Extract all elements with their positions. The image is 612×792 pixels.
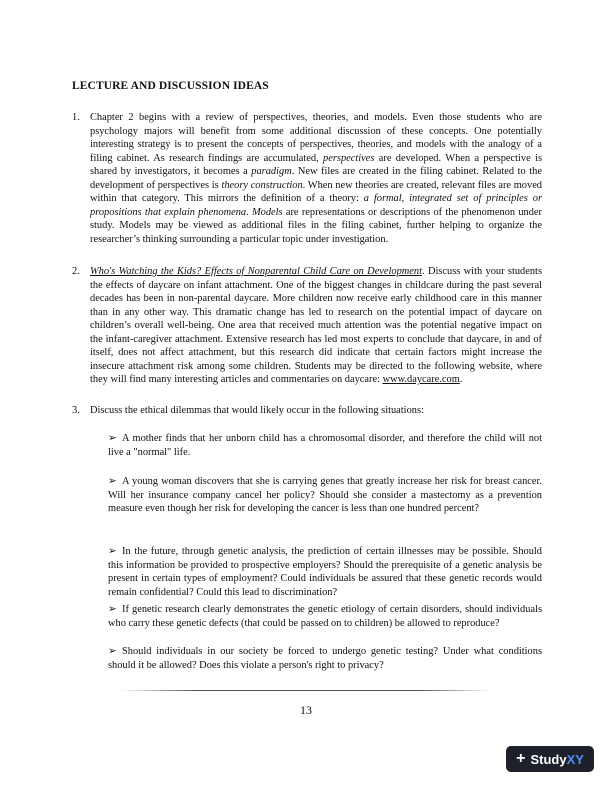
dilemma-bullet (108, 475, 542, 516)
discussion-item-1 (72, 111, 542, 246)
term-theory-construction: theory construction (221, 179, 303, 191)
studyxy-badge[interactable] (506, 746, 594, 772)
discussion-item-3 (72, 404, 542, 418)
item-body (90, 265, 542, 387)
footer-divider (120, 690, 492, 691)
dilemma-text: If genetic research clearly demonstrates the genetic etiology of certain disorders, should individuals who carry these genetic defects (that could be passed on to children) be allowed to reproduce? (108, 604, 542, 629)
dilemma-text: A mother finds that her unborn child has a chromosomal disorder, and therefore the child will not live a "normal" life. (108, 433, 542, 458)
dilemma-bullet (108, 545, 542, 599)
dilemma-bullet (108, 645, 542, 672)
item-text: . New files are created in the filing cabinet. Related to the development of perspectives is (90, 166, 542, 191)
item-text: are developed. When a perspective is shared by investigators, it becomes a (90, 152, 543, 177)
item-text: . When new theories are created, relevant files are moved within that category. This mirrors the definition of a theory: (90, 179, 543, 204)
plus-icon: + (516, 750, 526, 767)
item-number: 1. (72, 112, 80, 123)
item-body (90, 111, 542, 246)
item-text: . (246, 206, 252, 218)
section-heading: LECTURE AND DISCUSSION IDEAS (72, 80, 269, 92)
item-text: are representations or descriptions of the phenomenon under study. Models may be viewed as additional files in the filing cabinet, further helping to organize the researcher’s thinking surrounding a particular topic under investigation. (90, 206, 542, 245)
dilemma-bullet (108, 432, 542, 459)
arrow-bullet-icon: ➢ (108, 476, 117, 487)
arrow-bullet-icon: ➢ (108, 433, 117, 444)
item-text: . Discuss with your students the effects of daycare on infant attachment. One of the biggest changes in childcare during the past several decades has been in non-parental daycare. More children now receive early childhood care in this manner than in any other way. This dramatic change has led to research on the potential impact of daycare on children’s overall well-being. One area that received much attention was the potential negative impact on the infant-caregiver attachment. Extensive research has led most experts to conclude that daycare, in and of itself, does not affect attachment, but this research did indicate that certain factors might increase the insecure attachment risk among some children. Students may be directed to the following website, where they will find many interesting articles and commentaries on daycare: (90, 266, 542, 385)
term-models: Models (251, 206, 283, 218)
arrow-bullet-icon: ➢ (108, 546, 117, 557)
badge-xy-text: XY (566, 751, 584, 767)
theory-definition: a formal, integrated set of principles or propositions that explain phenomena (90, 193, 542, 218)
term-perspectives: perspectives (323, 152, 375, 164)
item-body: Discuss the ethical dilemmas that would likely occur in the following situations: (90, 405, 424, 416)
item-text: Chapter 2 begins with a review of perspectives, theories, and models. Even those students who are psychology majors will benefit from some additional discussion of these concepts. One potentially interesting strategy is to present the concepts of perspectives, theories, and models with the analogy of a filing cabinet. As research findings are accumulated, (90, 112, 542, 164)
reading-title-link[interactable]: Who's Watching the Kids? Effects of Nonparental Child Care on Development (90, 266, 423, 277)
dilemma-text: Should individuals in our society be forced to undergo genetic testing? Under what conditions should it be allowed? Does this violate a person's right to privacy? (108, 646, 542, 671)
page-number: 13 (300, 703, 312, 717)
item-number: 3. (72, 405, 80, 416)
term-paradigm: paradigm (251, 166, 292, 177)
arrow-bullet-icon: ➢ (108, 646, 117, 657)
item-number: 2. (72, 266, 80, 277)
badge-study-text: Study (530, 751, 567, 767)
arrow-bullet-icon: ➢ (108, 604, 117, 615)
dilemma-text: A young woman discovers that she is carrying genes that greatly increase her risk for breast cancer. Will her insurance company cancel her policy? Should she consider a mastectomy as a prevention measure even though her risk for developing the cancer is less than one hundred percent? (108, 476, 542, 514)
dilemma-bullet (108, 603, 542, 630)
discussion-item-2 (72, 265, 542, 387)
dilemma-text: In the future, through genetic analysis, the prediction of certain illnesses may be possible. Should this information be provided to prospective employers? Should the prerequisite of a genetic analysis be present in certain types of employment? Could individuals be assured that these genetic records would remain confidential? Could this lead to discrimination? (108, 546, 542, 598)
daycare-website-link[interactable]: www.daycare.com (382, 374, 460, 385)
item-text: . (459, 374, 463, 385)
